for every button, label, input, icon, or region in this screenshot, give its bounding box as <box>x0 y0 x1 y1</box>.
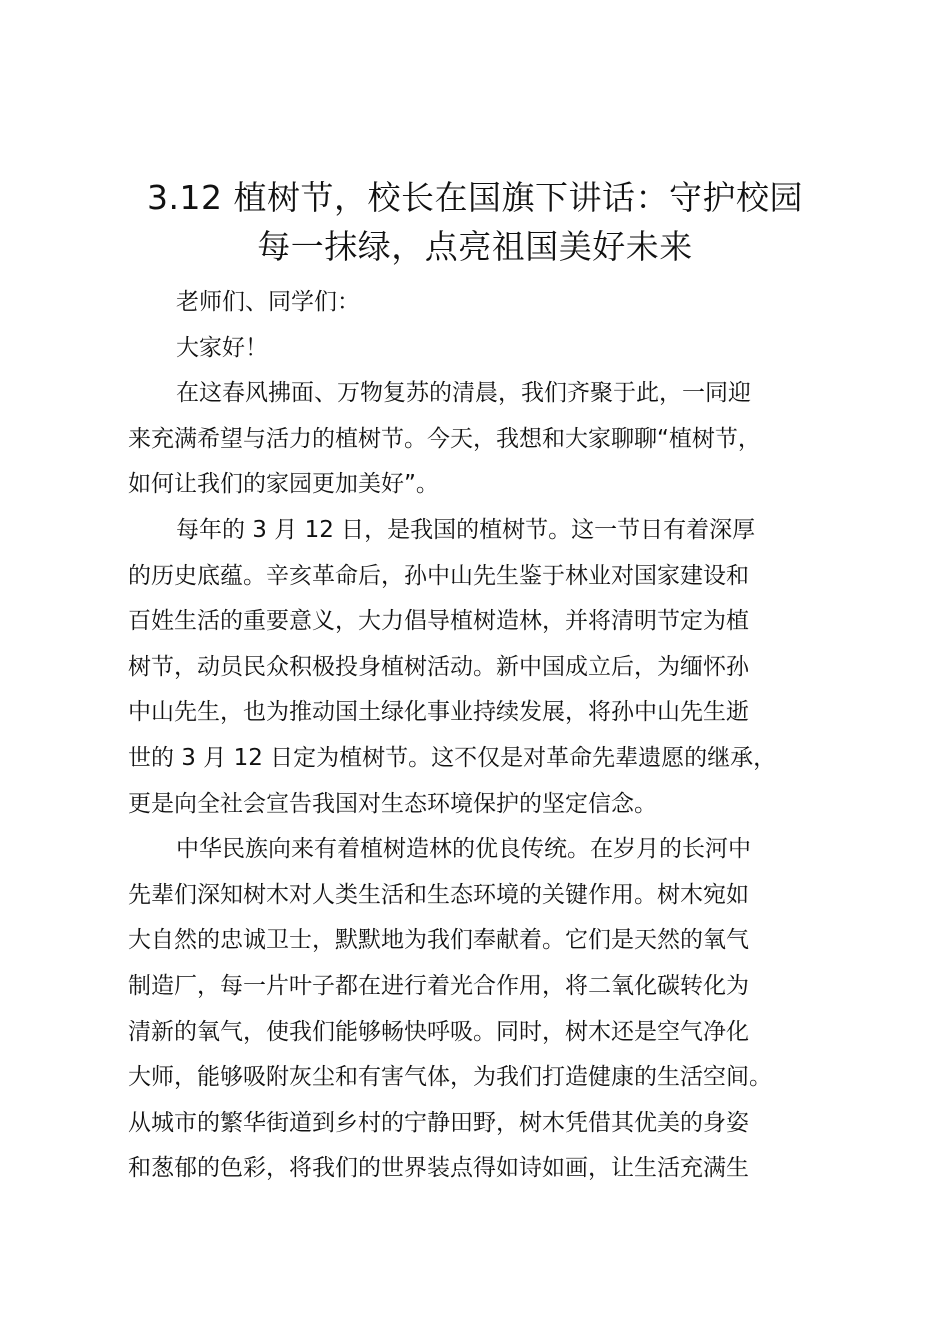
paragraph-line: 中华民族向来有着植树造林的优良传统。在岁月的长河中 <box>176 836 751 863</box>
paragraph-2 <box>128 508 856 827</box>
paragraph-line: 每年的 3 月 12 日，是我国的植树节。这一节日有着深厚 <box>176 516 756 543</box>
paragraph-line: 如何让我们的家园更加美好”。 <box>128 471 439 498</box>
paragraph-line: 在这春风拂面、万物复苏的清晨，我们齐聚于此，一同迎 <box>176 380 751 407</box>
paragraph-line: 更是向全社会宣告我国对生态环境保护的坚定信念。 <box>128 790 657 817</box>
paragraph-line: 从城市的繁华街道到乡村的宁静田野，树木凭借其优美的身姿 <box>128 1109 749 1136</box>
speech-body <box>128 280 856 1192</box>
greeting: 老师们、同学们： <box>176 289 360 315</box>
paragraph-line: 制造厂，每一片叶子都在进行着光合作用，将二氧化碳转化为 <box>128 972 749 999</box>
salutation: 大家好！ <box>176 334 268 361</box>
paragraph-line: 树节，动员民众积极投身植树活动。新中国成立后，为缅怀孙 <box>128 653 749 680</box>
paragraph-line: 来充满希望与活力的植树节。今天，我想和大家聊聊“植树节， <box>128 425 761 452</box>
paragraph-line: 先辈们深知树木对人类生活和生态环境的关键作用。树木宛如 <box>128 881 749 908</box>
paragraph-3 <box>128 827 856 1192</box>
paragraph-line: 清新的氧气，使我们能够畅快呼吸。同时，树木还是空气净化 <box>128 1018 749 1045</box>
paragraph-line: 中山先生，也为推动国土绿化事业持续发展，将孙中山先生逝 <box>128 699 749 726</box>
paragraph-line: 大自然的忠诚卫士，默默地为我们奉献着。它们是天然的氧气 <box>128 927 749 954</box>
paragraph-line: 和葱郁的色彩，将我们的世界装点得如诗如画，让生活充满生 <box>128 1155 749 1182</box>
title-line-1: 3.12 植树节，校长在国旗下讲话：守护校园 <box>147 178 803 217</box>
paragraph-line: 的历史底蕴。辛亥革命后，孙中山先生鉴于林业对国家建设和 <box>128 562 749 589</box>
paragraph-line: 大师，能够吸附灰尘和有害气体，为我们打造健康的生活空间。 <box>128 1064 772 1091</box>
document-title <box>120 173 830 271</box>
title-line-2: 每一抹绿，点亮祖国美好未来 <box>257 227 693 266</box>
paragraph-1 <box>128 371 856 508</box>
paragraph-line: 百姓生活的重要意义，大力倡导植树造林，并将清明节定为植 <box>128 608 749 635</box>
paragraph-line: 世的 3 月 12 日定为植树节。这不仅是对革命先辈遗愿的继承， <box>128 744 777 771</box>
